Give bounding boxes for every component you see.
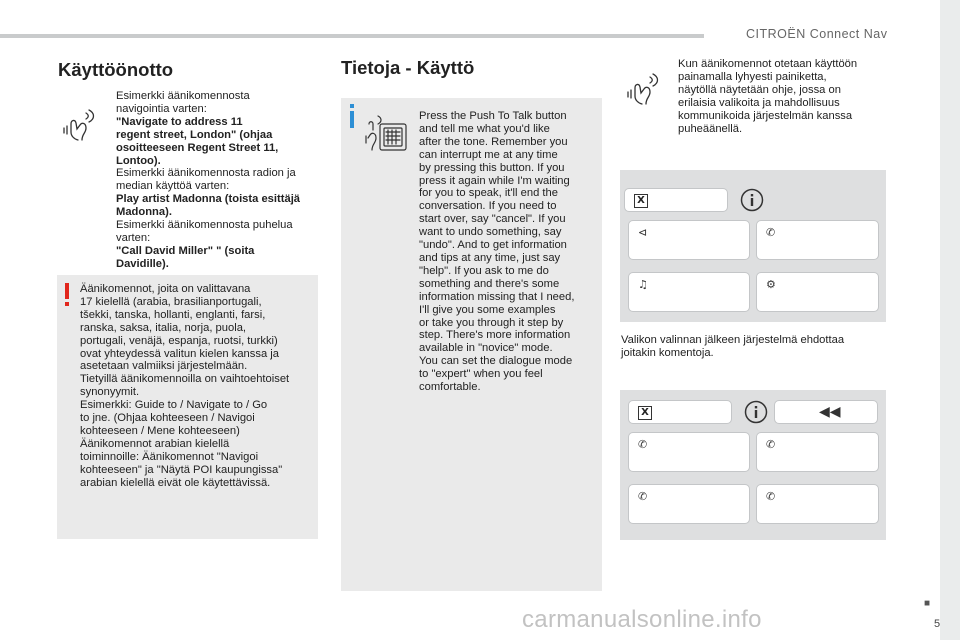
phone-icon: ✆: [766, 226, 776, 239]
voice-command-icon: [62, 106, 96, 142]
example-line: navigointia varten:: [116, 102, 207, 115]
section-heading-tietoja-kaytto: Tietoja - Käyttö: [341, 57, 475, 78]
gear-icon: ⚙: [766, 278, 776, 291]
tip-line: available in "novice" mode.: [419, 342, 553, 355]
tip-info-mark-icon: [347, 104, 357, 128]
example-line: Davidille).: [116, 257, 169, 270]
intro-line: erilaisia valikoita ja mahdollisuus: [678, 96, 840, 109]
tip-line: Press the Push To Talk button: [419, 110, 567, 122]
intro-line: painamalla lyhyesti painiketta,: [678, 70, 827, 83]
warning-line: ovat yhteydessä valitun kielen kanssa ja: [80, 347, 280, 360]
warning-line: asetetaan valmiiksi järjestelmään.: [80, 360, 248, 373]
watermark: carmanualsonline.info: [522, 606, 762, 633]
command-suggestion-1[interactable]: [628, 432, 750, 472]
warning-line: portugali, venäjä, espanja, ruotsi, turkki): [80, 334, 278, 347]
warning-line: kohteeseen" ja "Näytä POI kaupungissa": [80, 463, 283, 476]
info-icon[interactable]: [744, 400, 768, 424]
menu-phone-button[interactable]: [756, 220, 879, 260]
menu-navigation-button[interactable]: [628, 220, 750, 260]
tip-line: step. There's more information: [419, 329, 571, 342]
tip-line: I'll give you some examples: [419, 303, 556, 316]
warning-line: ranska, saksa, italia, norja, puola,: [80, 321, 247, 334]
example-line: Esimerkki äänikomennosta puhelua: [116, 219, 293, 232]
close-x-icon: X: [634, 194, 648, 208]
voice-command-examples: [116, 90, 300, 271]
language-warning-text: [80, 283, 289, 490]
warning-line: toiminnoille: Äänikomennot "Navigoi: [80, 450, 259, 463]
warning-line: kohteeseen / Mene kohteeseen): [80, 424, 240, 437]
menu-selection-text: [621, 334, 844, 360]
phone-icon: ✆: [638, 438, 648, 451]
voice-menu-screen-main: [620, 170, 886, 322]
tip-line: information missing that I need,: [419, 290, 575, 303]
warning-line: Äänikomennot arabian kielellä: [80, 437, 230, 450]
tip-line: can interrupt me at any time: [419, 148, 558, 161]
after-line: joitakin komentoja.: [621, 346, 714, 359]
push-to-talk-tip-text: [419, 110, 574, 394]
intro-line: Kun äänikomennot otetaan käyttöön: [678, 58, 858, 70]
voice-activation-text: [678, 58, 857, 135]
section-heading-kayttoonotto: Käyttöönotto: [58, 59, 174, 80]
warning-line: tšekki, tanska, hollanti, englanti, farsi,: [80, 308, 266, 321]
close-chip[interactable]: [628, 400, 732, 424]
phone-icon: ✆: [638, 490, 648, 503]
brand-title: CITROËN Connect Nav: [746, 27, 888, 41]
command-suggestion-2[interactable]: [756, 432, 879, 472]
tip-line: and tips at any time, just say: [419, 251, 561, 264]
rewind-back-icon: ◀◀: [819, 404, 841, 420]
music-note-icon: ♫: [638, 278, 648, 291]
warning-line: synonyymit.: [80, 386, 140, 399]
intro-line: kommunikoida järjestelmän kanssa: [678, 109, 853, 122]
warning-line: 17 kielellä (arabia, brasilianportugali,: [80, 295, 262, 308]
phone-icon: ✆: [766, 490, 776, 503]
intro-line: näytöllä näytetään ohje, jossa on: [678, 83, 841, 96]
back-chip[interactable]: [774, 400, 878, 424]
page-number: 5: [934, 618, 941, 630]
tip-line: after the tone. Remember you: [419, 135, 568, 148]
example-line: Madonna).: [116, 206, 172, 219]
warning-line: arabian kielellä eivät ole käytettävissä.: [80, 476, 271, 489]
command-suggestion-3[interactable]: [628, 484, 750, 524]
tip-line: or take you through it step by: [419, 316, 564, 329]
example-line: osoitteeseen Regent Street 11,: [116, 141, 279, 154]
tip-line: "undo". And to get information: [419, 239, 567, 252]
voice-menu-screen-commands: [620, 390, 886, 540]
tip-line: start over, say "cancel". If you: [419, 213, 566, 226]
example-line: Esimerkki äänikomennosta radion ja: [116, 167, 296, 180]
tip-line: conversation. If you need to: [419, 200, 557, 213]
command-suggestion-4[interactable]: [756, 484, 879, 524]
example-line: median käyttöä varten:: [116, 180, 230, 193]
intro-line: puheäänellä.: [678, 122, 743, 135]
tip-line: to "expert" when you feel: [419, 368, 543, 381]
page-marker: ■: [924, 598, 931, 609]
example-line: varten:: [116, 231, 151, 244]
tip-line: comfortable.: [419, 381, 481, 394]
example-line: Lontoo).: [116, 154, 161, 167]
example-line: "Navigate to address 11: [116, 115, 243, 128]
tip-line: something and there's some: [419, 277, 560, 290]
after-line: Valikon valinnan jälkeen järjestelmä ehdottaa: [621, 334, 845, 346]
warning-exclamation-icon: [62, 283, 72, 307]
tip-line: press it again while I'm waiting: [419, 174, 570, 187]
header-rule: [0, 34, 704, 38]
voice-command-icon-right: [626, 70, 660, 106]
page-edge-band: [940, 0, 960, 640]
warning-line: Tietyillä äänikomennoilla on vaihtoehtoiset: [80, 373, 290, 386]
warning-line: Äänikomennot, joita on valittavana: [80, 283, 251, 295]
close-x-icon: X: [638, 406, 652, 420]
menu-settings-button[interactable]: [756, 272, 879, 312]
close-chip[interactable]: [624, 188, 728, 212]
warning-line: to jne. (Ohjaa kohteeseen / Navigoi: [80, 412, 255, 425]
example-line: Esimerkki äänikomennosta: [116, 90, 250, 102]
example-line: Play artist Madonna (toista esittäjä: [116, 193, 301, 206]
menu-media-button[interactable]: [628, 272, 750, 312]
warning-line: Esimerkki: Guide to / Navigate to / Go: [80, 399, 268, 412]
tip-line: "help". If you ask to me do: [419, 264, 549, 277]
example-line: regent street, London" (ohjaa: [116, 128, 273, 141]
tip-line: want to undo something, say: [419, 226, 562, 239]
example-line: "Call David Miller" " (soita: [116, 244, 255, 257]
tip-line: You can set the dialogue mode: [419, 355, 573, 368]
push-to-talk-icon: [364, 110, 408, 154]
tip-line: for you to speak, it'll end the: [419, 187, 558, 200]
phone-icon: ✆: [766, 438, 776, 451]
tip-line: and tell me what you'd like: [419, 122, 550, 135]
tip-line: by pressing this button. If you: [419, 161, 565, 174]
info-icon[interactable]: [740, 188, 764, 212]
navigation-arrow-icon: ⊲: [638, 226, 648, 239]
